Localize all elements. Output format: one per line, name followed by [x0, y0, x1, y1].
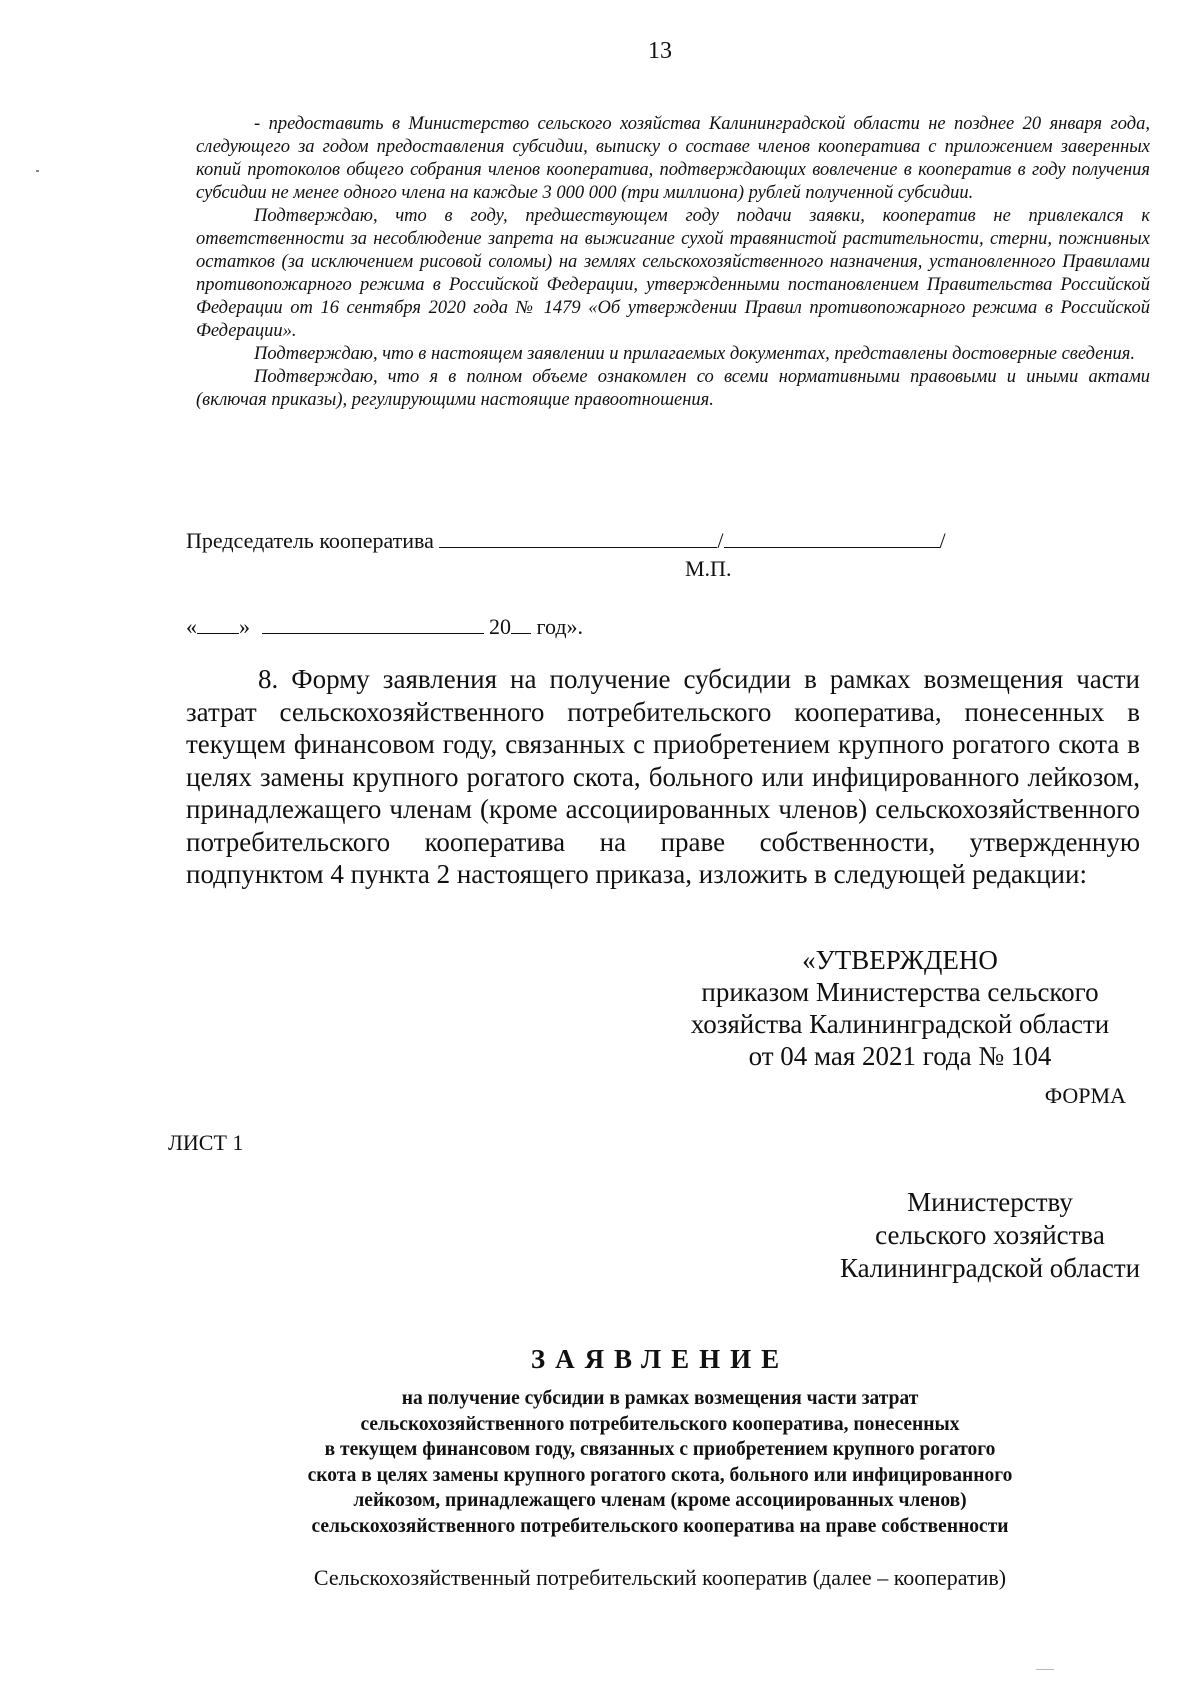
italic-confirmation-block	[196, 113, 1150, 412]
addressee-line-2: сельского хозяйства	[875, 1220, 1105, 1250]
month-blank	[262, 615, 484, 634]
subtitle-line-5: лейкозом, принадлежащего членам (кроме ассоциированных членов)	[353, 1490, 967, 1511]
addressee-line-1: Министерству	[907, 1187, 1073, 1217]
approved-heading: «УТВЕРЖДЕНО	[802, 945, 998, 975]
document-subtitle	[230, 1386, 1090, 1539]
name-blank	[724, 529, 940, 548]
page-number: 13	[648, 38, 672, 64]
cooperative-line: Сельскохозяйственный потребительский кооператив (далее – кооператив)	[313, 1565, 1007, 1590]
sheet-label: ЛИСТ 1	[168, 1130, 244, 1155]
scan-speck-bottom	[1036, 1669, 1054, 1670]
day-blank	[197, 615, 239, 634]
obligation-paragraph: - предоставить в Министерство сельского хозяйства Калининградской области не позднее 20 января года, следующего за годом предоставления субсидии, выписку о составе членов кооператива с приложением заверенных копий протоколов общего собрания членов кооператива, подтверждающих вовлечение в кооператив в году получения субсидии не менее одного члена на каждые 3 000 000 (три миллиона) рублей полученной субсидии.	[196, 114, 1150, 203]
stamp-place: М.П.	[685, 556, 732, 581]
year-prefix: 20	[489, 614, 511, 639]
signature-blank	[439, 529, 717, 548]
chairman-label: Председатель кооператива	[186, 528, 434, 553]
fire-ban-confirmation-paragraph: Подтверждаю, что в году, предшествующем году подачи заявки, кооператив не привлекался к ответственности за несоблюдение запрета на выжигание сухой травянистой растительности, стерни, пожнивных остатков (за исключением рисовой соломы) на землях сельскохозяйственного назначения, установленного Правилами противопожарного режима в Российской Федерации, утвержденными постановлением Правительства Российской Федерации от 16 сентября 2020 года № 1479 «Об утверждении Правил противопожарного режима в Российской Федерации».	[196, 206, 1150, 341]
addressee-line-3: Калининградской области	[839, 1253, 1141, 1283]
year-blank	[511, 615, 531, 634]
subtitle-line-4: скота в целях замены крупного рогатого скота, больного или инфицированного	[307, 1464, 1013, 1486]
amendment-paragraph: 8. Форму заявления на получение субсидии в рамках возмещения части затрат сельскохозяйственного потребительского кооператива, понесенных в текущем финансовом году, связанных с приобретением крупного рогатого скота в целях замены крупного рогатого скота, больного или инфицированного лейкозом, принадлежащего членам (кроме ассоциированных членов) сельскохозяйственного потребительского кооператива на праве собственности, утвержденную подпунктом 4 пункта 2 настоящего приказа, изложить в следующей редакции:	[186, 664, 1140, 889]
date-open-quote: «	[186, 614, 197, 639]
subtitle-line-3: в текущем финансовом году, связанных с приобретением крупного рогатого	[324, 1439, 996, 1460]
document-title: ЗАЯВЛЕНИЕ	[530, 1344, 790, 1374]
acquaintance-confirmation-paragraph: Подтверждаю, что я в полном объеме ознакомлен со всеми нормативными правовыми и иными актами (включая приказы), регулирующими настоящие правоотношения.	[196, 367, 1150, 410]
addressee-block	[780, 1186, 1200, 1285]
approved-line-3: хозяйства Калининградской области	[690, 1009, 1110, 1039]
approved-line-4: от 04 мая 2021 года № 104	[748, 1041, 1052, 1071]
amendment-paragraph-block	[186, 663, 1140, 891]
subtitle-line-2: сельскохозяйственного потребительского кооператива, понесенных	[360, 1413, 960, 1435]
scan-speck	[36, 170, 39, 172]
approval-stamp-block	[600, 944, 1200, 1072]
chairman-signature-line	[186, 528, 946, 554]
date-line	[186, 614, 583, 640]
subtitle-line-6: сельскохозяйственного потребительского кооператива на праве собственности	[311, 1515, 1009, 1537]
subtitle-line-1: на получение субсидии в рамках возмещения части затрат	[401, 1388, 919, 1409]
signature-slash-2: /	[939, 528, 946, 553]
signature-slash-1: /	[717, 528, 724, 553]
date-close-quote: »	[239, 614, 250, 639]
form-label: ФОРМА	[1044, 1083, 1126, 1108]
approved-line-2: приказом Министерства сельского	[701, 977, 1099, 1007]
year-suffix: год».	[536, 614, 584, 639]
accuracy-confirmation-paragraph: Подтверждаю, что в настоящем заявлении и прилагаемых документах, представлены достоверные сведения.	[254, 344, 1136, 364]
